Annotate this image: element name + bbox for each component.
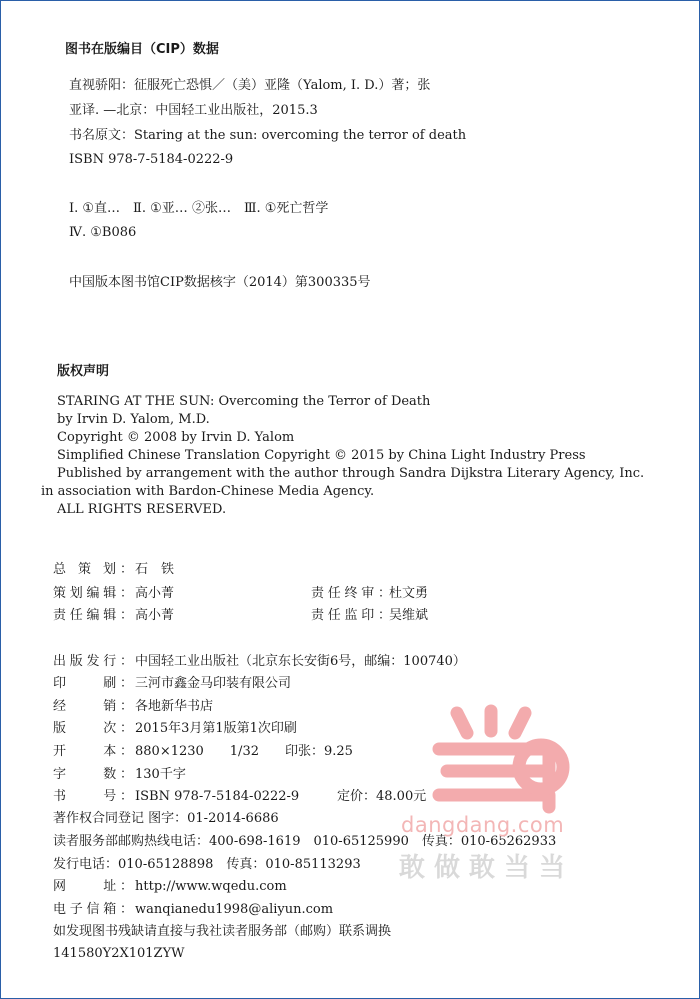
website-label: 网 址： <box>53 879 133 894</box>
publisher-label: 出版发行： <box>53 654 133 669</box>
isbn-label: 书 号： <box>53 789 133 804</box>
responsible-editor-value: 高小菁 <box>135 608 175 623</box>
copyright-line-5: Published by arrangement with the author through Sandra Dijkstra Literary Agency, Inc. <box>57 466 645 481</box>
planning-editor-label: 策划编辑： <box>53 586 133 601</box>
print-supervisor-value: 吴维斌 <box>389 608 429 623</box>
planning-editor-value: 高小菁 <box>135 586 175 601</box>
cip-classification-1: Ⅰ. ①直… Ⅱ. ①亚… ②张… Ⅲ. ①死亡哲学 <box>69 201 329 216</box>
cip-classification-2: Ⅳ. ①B086 <box>69 225 137 240</box>
responsible-editor-label: 责任编辑： <box>53 608 133 623</box>
cip-line-3: 书名原文：Staring at the sun: overcoming the terror of death <box>69 128 467 143</box>
copyright-line-4: Simplified Chinese Translation Copyright © 2015 by China Light Industry Press <box>57 448 586 463</box>
copyright-heading: 版权声明 <box>57 364 110 379</box>
distributor-label: 经 销： <box>53 699 133 714</box>
word-count-value: 130千字 <box>135 767 186 782</box>
copyright-line-1: STARING AT THE SUN: Overcoming the Terror of Death <box>57 394 431 409</box>
copyright-line-2: by Irvin D. Yalom, M.D. <box>57 412 210 427</box>
chief-planner-label: 总 策 划： <box>53 562 133 577</box>
cip-line-1: 直视骄阳：征服死亡恐惧／（美）亚隆（Yalom, I. D.）著；张 <box>69 78 431 93</box>
watermark-url: dangdang.com <box>401 813 565 837</box>
chief-planner-value: 石 铁 <box>135 562 175 577</box>
watermark-slogan: 敢做敢当当 <box>399 853 575 883</box>
final-review-label: 责任终审： <box>311 586 391 601</box>
format-label: 开 本： <box>53 744 133 759</box>
copyright-line-7: ALL RIGHTS RESERVED. <box>57 502 227 517</box>
email-label: 电子信箱： <box>53 902 133 917</box>
cip-record-number: 中国版本图书馆CIP数据核字（2014）第300335号 <box>69 275 371 290</box>
isbn-value: ISBN 978-7-5184-0222-9 <box>135 789 300 804</box>
distributor-value: 各地新华书店 <box>135 699 214 714</box>
format-value: 880×1230 1/32 印张：9.25 <box>135 744 353 759</box>
edition-value: 2015年3月第1版第1次印刷 <box>135 721 297 736</box>
reader-service-hotline: 读者服务部邮购热线电话：400-698-1619 010-65125990 传真：010-65262933 <box>53 834 557 849</box>
replacement-notice: 如发现图书残缺请直接与我社读者服务部（邮购）联系调换 <box>53 924 392 939</box>
publisher-value: 中国轻工业出版社（北京东长安街6号，邮编：100740） <box>135 654 466 669</box>
final-review-value: 杜文勇 <box>389 586 429 601</box>
print-supervisor-label: 责任监印： <box>311 608 391 623</box>
email-value: wanqianedu1998@aliyun.com <box>135 902 334 917</box>
copyright-line-3: Copyright © 2008 by Irvin D. Yalom <box>57 430 295 445</box>
copyright-line-6: in association with Bardon-Chinese Media Agency. <box>41 484 375 499</box>
printer-label: 印 刷： <box>53 676 133 691</box>
cip-heading: 图书在版编目（CIP）数据 <box>65 42 219 57</box>
word-count-label: 字 数： <box>53 767 133 782</box>
printer-value: 三河市鑫金马印装有限公司 <box>135 676 292 691</box>
website-value: http://www.wqedu.com <box>135 879 287 894</box>
contract-registration: 著作权合同登记 图字：01-2014-6686 <box>53 811 279 826</box>
edition-label: 版 次： <box>53 721 133 736</box>
product-code: 141580Y2X101ZYW <box>53 946 185 961</box>
price-value: 定价：48.00元 <box>337 789 427 804</box>
cip-isbn: ISBN 978-7-5184-0222-9 <box>69 152 234 167</box>
distribution-phone: 发行电话：010-65128898 传真：010-85113293 <box>53 857 361 872</box>
cip-line-2: 亚译. —北京：中国轻工业出版社，2015.3 <box>69 103 318 118</box>
